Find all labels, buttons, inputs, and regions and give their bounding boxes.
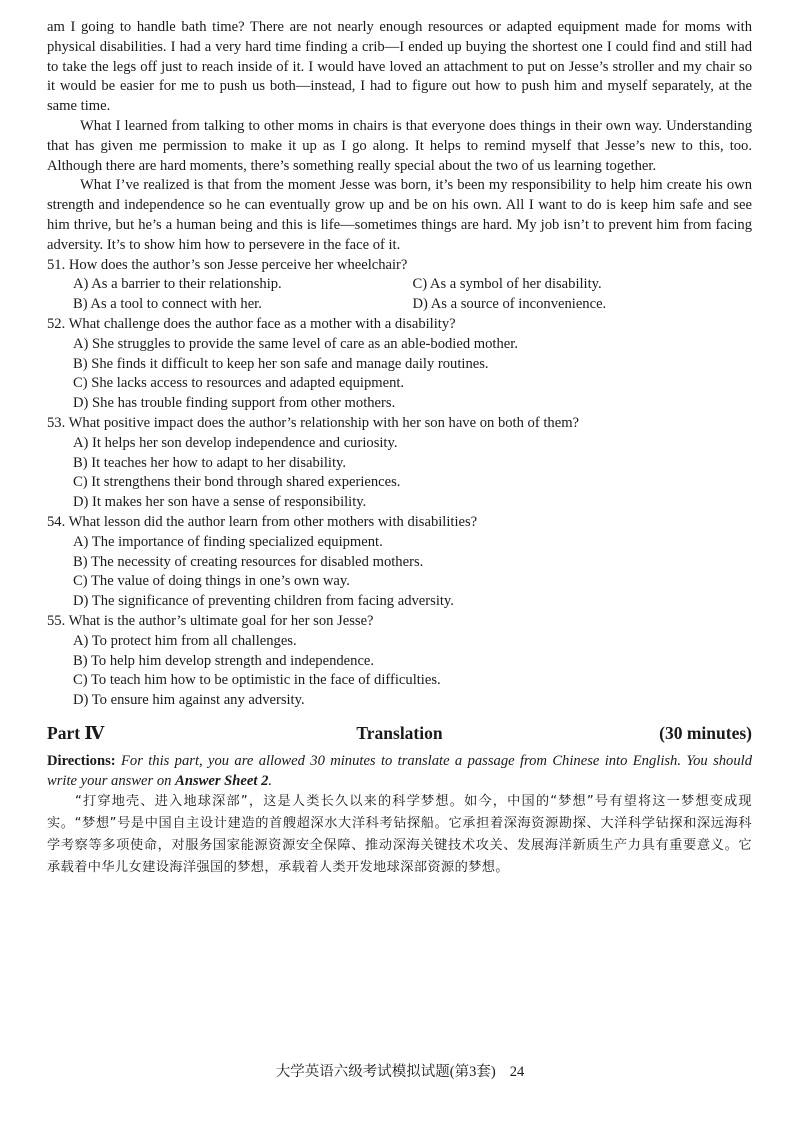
question-51 — [47, 256, 752, 315]
question-53 — [47, 414, 752, 513]
directions-end: . — [268, 772, 273, 789]
chinese-passage: “打穿地壳、进入地球深部”，这是人类长久以来的科学梦想。如今，中国的“梦想”号有望将这一梦想变成现实。“梦想”号是中国自主设计建造的首艘超深水大洋科考钻探船。它承担着深海资源勘探、大洋科学钻探和深远海科学考察等多项使命，对服务国家能源资源安全保障、推动深海关键技术攻关、发展海洋新质生产力具有重要意义。它承载着中华儿女建设海洋强国的梦想，承载着人类开发地球深部资源的梦想。 — [47, 794, 752, 876]
passage-paragraph: What I’ve realized is that from the moment Jesse was born, it’s been my responsibility to help him create his own strength and independence so he can eventually grow up and be on his own. All I want to do is keep him safe and see him thrive, but he’s a human being and this is life—sometimes things are hard. My job isn’t to prevent him from facing adversity. It’s to show him how to persevere in the face of it. — [47, 177, 752, 253]
option-a: A) It helps her son develop independence and curiosity. — [73, 434, 398, 451]
option-a: A) The importance of finding specialized equipment. — [73, 533, 383, 550]
question-stem: 51. How does the author’s son Jesse perceive her wheelchair? — [47, 256, 408, 273]
question-54 — [47, 513, 752, 612]
directions — [47, 752, 752, 792]
option-a: A) To protect him from all challenges. — [73, 632, 297, 649]
footer-title: 大学英语六级考试模拟试题(第3套) — [275, 1064, 496, 1080]
question-55 — [47, 612, 752, 711]
option-d: D) She has trouble finding support from other mothers. — [73, 395, 396, 412]
exam-page — [47, 18, 752, 879]
part-time: (30 minutes) — [659, 722, 752, 743]
option-a: A) She struggles to provide the same level of care as an able-bodied mother. — [73, 335, 518, 352]
option-d: D) As a source of inconvenience. — [412, 296, 607, 313]
page-number: 24 — [509, 1064, 525, 1080]
option-d: D) The significance of preventing children from facing adversity. — [73, 593, 454, 610]
passage-paragraph: What I learned from talking to other moms in chairs is that everyone does things in their own way. Understanding that has given me permission to make it up as I go along. It helps to remind myself that Jesse’s new to this, too. Although there are hard moments, there’s something really special about the two of us learning together. — [47, 117, 752, 174]
directions-text: For this part, you are allowed 30 minutes to translate a passage from Chinese into English. You should write your answer on — [47, 752, 752, 789]
part-label: Part Ⅳ — [47, 722, 105, 743]
option-d: D) It makes her son have a sense of responsibility. — [73, 494, 367, 511]
option-b: B) To help him develop strength and independence. — [73, 652, 375, 669]
passage-paragraph: am I going to handle bath time? There are not nearly enough resources or adapted equipment made for moms with physical disabilities. I had a very hard time finding a crib—I ended up buying the shortest one I could find and still had to take the legs off just to reach inside of it. I would have loved an attachment to put on Jesse’s stroller and my chair so it would be easier for me to push us both—instead, I had to figure out how to push him and myself separately, at the same time. — [47, 19, 752, 115]
option-c: C) As a symbol of her disability. — [412, 276, 602, 293]
part-title: Translation — [356, 722, 443, 743]
option-c: C) She lacks access to resources and adapted equipment. — [73, 375, 405, 392]
option-b: B) It teaches her how to adapt to her disability. — [73, 454, 347, 471]
option-b: B) She finds it difficult to keep her son safe and manage daily routines. — [73, 355, 489, 372]
question-52 — [47, 315, 752, 414]
answer-sheet-ref: Answer Sheet 2 — [175, 772, 269, 789]
option-b: B) The necessity of creating resources for disabled mothers. — [73, 553, 424, 570]
question-stem: 52. What challenge does the author face as a mother with a disability? — [47, 315, 456, 332]
option-c: C) It strengthens their bond through shared experiences. — [73, 474, 401, 491]
option-c: C) The value of doing things in one’s own way. — [73, 573, 350, 590]
question-stem: 54. What lesson did the author learn from other mothers with disabilities? — [47, 513, 478, 530]
option-c: C) To teach him how to be optimistic in the face of difficulties. — [73, 672, 441, 689]
option-a: A) As a barrier to their relationship. — [73, 276, 282, 293]
option-d: D) To ensure him against any adversity. — [73, 692, 305, 709]
question-stem: 53. What positive impact does the author’s relationship with her son have on both of them? — [47, 414, 580, 431]
page-footer — [0, 1060, 800, 1081]
directions-label: Directions: — [47, 752, 116, 769]
part-heading — [47, 723, 752, 744]
option-b: B) As a tool to connect with her. — [73, 296, 262, 313]
question-stem: 55. What is the author’s ultimate goal for her son Jesse? — [47, 612, 374, 629]
